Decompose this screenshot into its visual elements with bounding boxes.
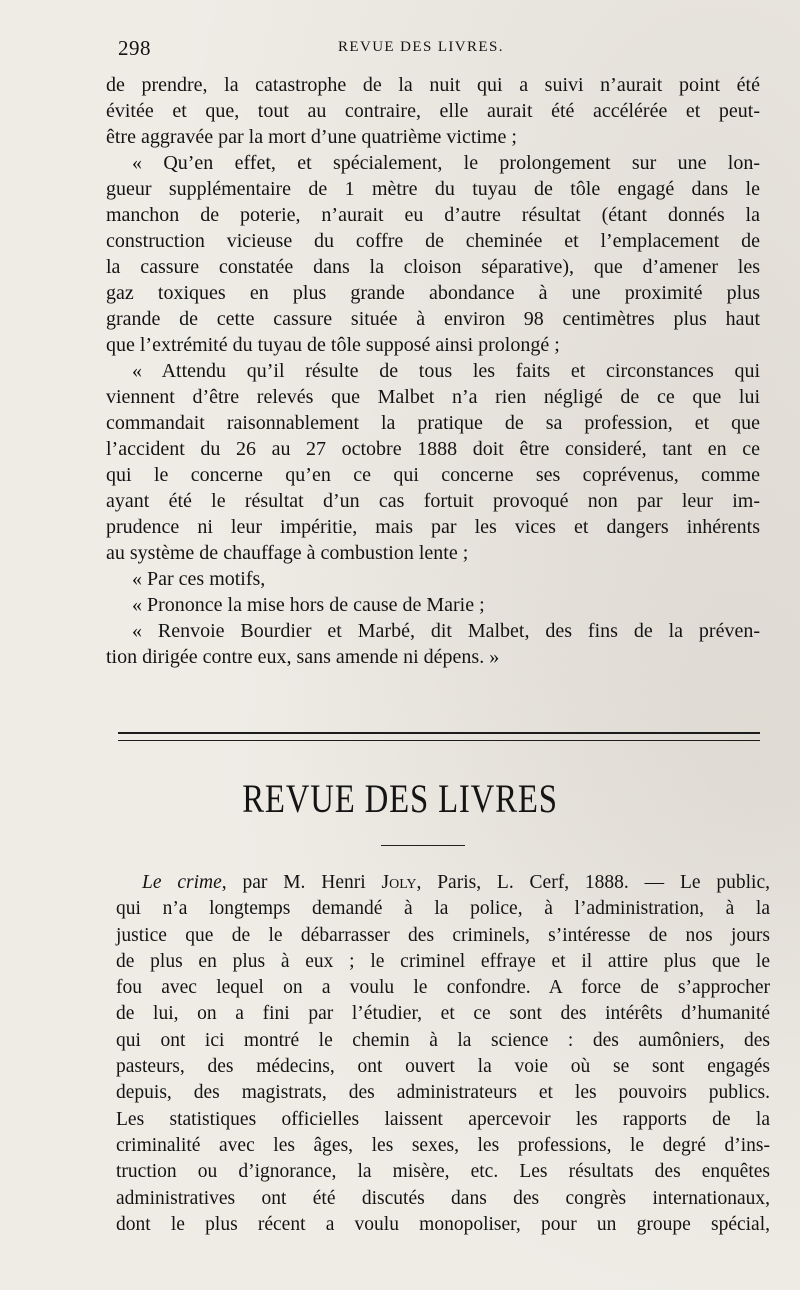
text-line: de prendre, la catastrophe de la nuit qui a suivi n’aurait point été bbox=[106, 74, 760, 96]
text-line: tion dirigée contre eux, sans amende ni dépens. » bbox=[106, 646, 500, 668]
section-double-rule bbox=[118, 732, 760, 741]
text-line: fou avec lequel on a voulu le confondre. A force de s’approcher bbox=[116, 977, 770, 999]
text-line: « Prononce la mise hors de cause de Marie ; bbox=[132, 594, 485, 616]
text-line: de lui, on a fini par l’étudier, et ce sont des intérêts d’humanité bbox=[116, 1003, 770, 1025]
title-underline bbox=[381, 845, 465, 846]
text-line: ayant été le résultat d’un cas fortuit provoqué non par leur im- bbox=[106, 490, 760, 512]
text-line: « Par ces motifs, bbox=[132, 568, 266, 590]
text-line: manchon de poterie, n’aurait eu d’autre résultat (étant donnés la bbox=[106, 204, 760, 226]
text-line: « Renvoie Bourdier et Marbé, dit Malbet, des fins de la préven- bbox=[132, 620, 760, 642]
running-head: REVUE DES LIVRES. bbox=[338, 39, 504, 55]
text-line: administratives ont été discutés dans des congrès internationaux, bbox=[116, 1187, 770, 1209]
text-line: qui ont ici montré le chemin à la science : des aumôniers, des bbox=[116, 1029, 770, 1051]
text-line: grande de cette cassure située à environ 98 centimètres plus haut bbox=[106, 308, 760, 330]
text-line: « Attendu qu’il résulte de tous les faits et circonstances qui bbox=[132, 360, 760, 382]
text-line: qui le concerne qu’en ce qui concerne ses coprévenus, comme bbox=[106, 464, 760, 486]
text-line: être aggravée par la mort d’une quatrième victime ; bbox=[106, 126, 517, 148]
review-byline: , par M. Henri bbox=[221, 872, 382, 893]
text-line: l’accident du 26 au 27 octobre 1888 doit être consideré, tant en ce bbox=[106, 438, 760, 460]
text-line: la cassure constatée dans la cloison séparative), que d’amener les bbox=[106, 256, 760, 278]
text-line: que l’extrémité du tuyau de tôle supposé ainsi prolongé ; bbox=[106, 334, 560, 356]
text-line: au système de chauffage à combustion lente ; bbox=[106, 542, 469, 564]
text-line: Les statistiques officielles laissent apercevoir les rapports de la bbox=[116, 1108, 770, 1130]
review-publication: , Paris, L. Cerf, 1888. — Le public, bbox=[416, 872, 770, 893]
text-line: prudence ni leur impéritie, mais par les vices et dangers inhérents bbox=[106, 516, 760, 538]
book-review-text bbox=[116, 870, 770, 1238]
page-header bbox=[118, 36, 758, 62]
text-line: de plus en plus à eux ; le criminel effraye et il attire plus que le bbox=[116, 950, 770, 972]
text-line: dont le plus récent a voulu monopoliser, pour un groupe spécial, bbox=[116, 1213, 770, 1235]
text-line: qui n’a longtemps demandé à la police, à l’administration, à la bbox=[116, 898, 770, 920]
text-line: évitée et que, tout au contraire, elle aurait été accélérée et peut- bbox=[106, 100, 760, 122]
text-line: « Qu’en effet, et spécialement, le prolongement sur une lon- bbox=[132, 152, 760, 174]
text-line: pasteurs, des médecins, ont ouvert la voie où se sont engagés bbox=[116, 1056, 770, 1078]
book-title: Le crime bbox=[142, 872, 222, 893]
text-line: depuis, des magistrats, des administrateurs et les pouvoirs publics. bbox=[116, 1082, 770, 1104]
text-line: commandait raisonnablement la pratique de sa profession, et que bbox=[106, 412, 760, 434]
review-first-line bbox=[116, 870, 770, 896]
author-name: Joly bbox=[381, 872, 417, 893]
text-line: construction vicieuse du coffre de cheminée et l’emplacement de bbox=[106, 230, 760, 252]
page-number: 298 bbox=[118, 36, 151, 60]
section-title: REVUE DES LIVRES bbox=[242, 776, 558, 821]
text-line: criminalité avec les âges, les sexes, les professions, le degré d’ins- bbox=[116, 1134, 770, 1156]
judgment-text bbox=[106, 72, 760, 670]
text-line: viennent d’être relevés que Malbet n’a rien négligé de ce que lui bbox=[106, 386, 760, 408]
text-line: truction ou d’ignorance, la misère, etc. Les résultats des enquêtes bbox=[116, 1161, 770, 1183]
text-line: justice que de le débarrasser des criminels, s’intéresse de nos jours bbox=[116, 924, 770, 946]
text-line: gaz toxiques en plus grande abondance à une proximité plus bbox=[106, 282, 760, 304]
text-line: gueur supplémentaire de 1 mètre du tuyau de tôle engagé dans le bbox=[106, 178, 760, 200]
